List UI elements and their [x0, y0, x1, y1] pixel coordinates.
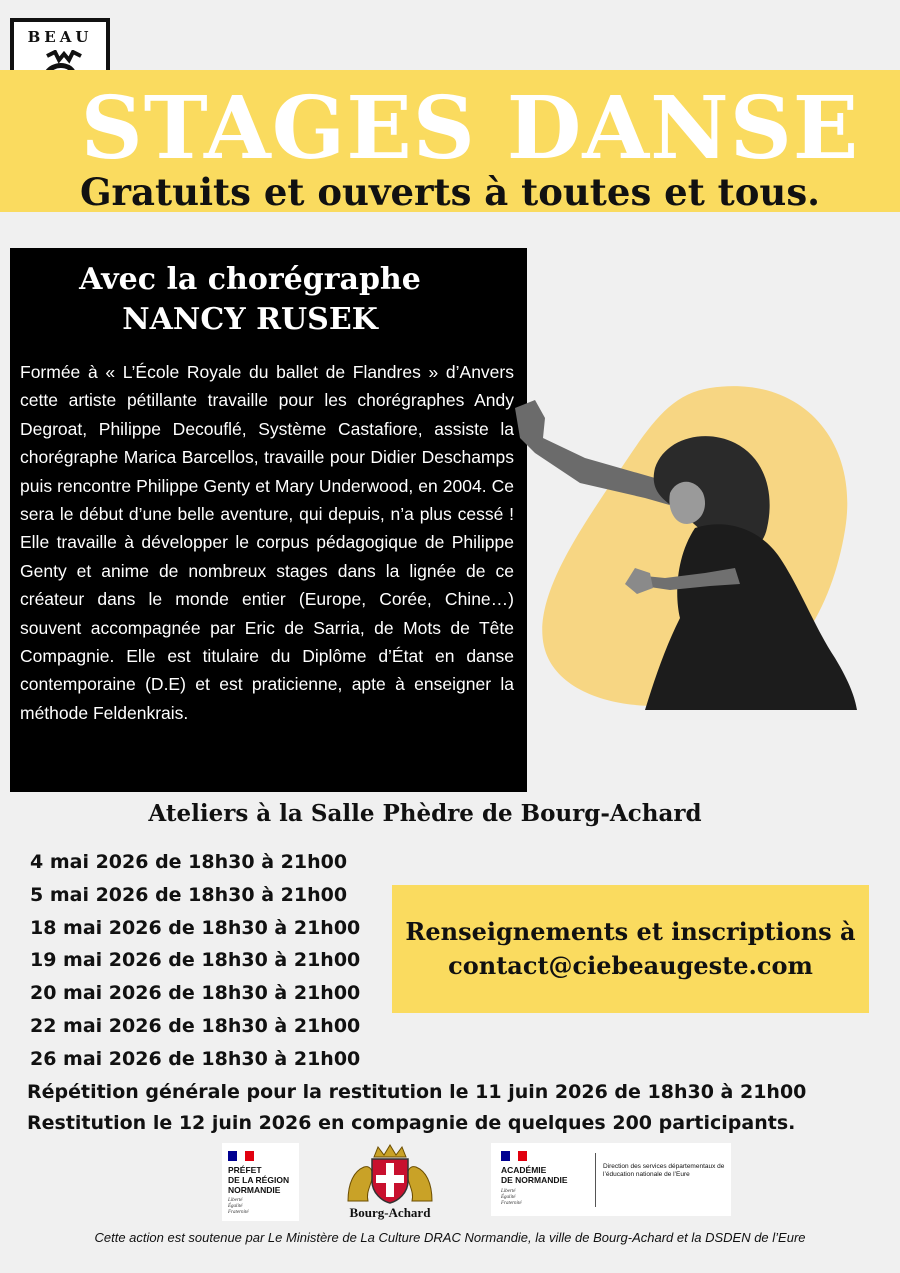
list-item: 20 mai 2026 de 18h30 à 21h00 — [30, 982, 361, 1005]
list-item: 5 mai 2026 de 18h30 à 21h00 — [30, 883, 348, 906]
academie-description: Direction des services départementaux de l’éducation nationale de l’Eure — [603, 1163, 725, 1178]
contact-box — [392, 885, 869, 1013]
prefet-motto1: Liberté — [228, 1198, 243, 1203]
restitution-line: Restitution le 12 juin 2026 en compagnie de quelques 200 participants. — [27, 1112, 796, 1134]
academie-divider — [595, 1153, 596, 1207]
prefet-motto3: Fraternité — [228, 1210, 249, 1215]
prefet-line2: DE LA RÉGION — [228, 1175, 290, 1185]
list-item: 19 mai 2026 de 18h30 à 21h00 — [30, 949, 361, 972]
prefet-motto2: Égalité — [228, 1204, 243, 1209]
french-flag-icon — [501, 1151, 527, 1161]
academie-logo — [491, 1143, 731, 1216]
bourg-achard-label: Bourg-Achard — [349, 1205, 431, 1220]
prefet-logo — [222, 1143, 299, 1221]
academie-line2: DE NORMANDIE — [501, 1175, 568, 1185]
list-item: 18 mai 2026 de 18h30 à 21h00 — [30, 916, 361, 939]
bio-heading-line1: Avec la chorégraphe — [79, 262, 421, 297]
bio-panel — [10, 248, 527, 792]
contact-label: Renseignements et inscriptions à — [405, 917, 856, 946]
dancer-photo-icon — [505, 398, 865, 710]
prefet-line3: NORMANDIE — [228, 1185, 281, 1195]
list-item: 22 mai 2026 de 18h30 à 21h00 — [30, 1014, 361, 1037]
academie-line1: ACADÉMIE — [501, 1165, 547, 1175]
contact-email[interactable]: contact@ciebeaugeste.com — [448, 951, 813, 980]
bio-text: Formée à « L’École Royale du ballet de Flandres » d’Anvers cette artiste pétillante travaille pour les chorégraphes Andy Degroat, Philippe Decouflé, Système Castafiore, assiste la chorégraphe Marica Barcellos, travaille pour Didier Deschamps puis rencontre Philippe Genty et Mary Underwood, en 2004. Ce sera le début d’une belle aventure, qui depuis, n’a plus cessé ! Elle travaille à développer le corpus pédagogique de Philippe Genty et anime de nombreux stages dans la lignée de ce créateur dans le monde entier (Europe, Corée, Chine…) souvent accompagnée par Eric de Sarria, de Mots de Tête Compagnie. Elle est titulaire du Diplôme d’État en danse contemporaine (D.E) et est praticienne, apte à enseigner la méthode Feldenkrais. — [20, 362, 514, 723]
bourg-achard-crest-icon — [344, 1143, 436, 1205]
logo-top-text: BEAU — [27, 28, 93, 46]
footer-note: Cette action est soutenue par Le Ministère de La Culture DRAC Normandie, la ville de Bourg-Achard et la DSDEN de l’Eure — [94, 1230, 806, 1245]
extra-dates — [27, 1077, 806, 1139]
dates-list — [30, 846, 360, 1076]
prefet-line1: PRÉFET — [228, 1165, 262, 1175]
list-item: 26 mai 2026 de 18h30 à 21h00 — [30, 1047, 361, 1070]
academie-motto2: Égalité — [501, 1195, 516, 1200]
academie-motto3: Fraternité — [501, 1201, 522, 1206]
repetition-line: Répétition générale pour la restitution le 11 juin 2026 de 18h30 à 21h00 — [27, 1081, 807, 1103]
bio-heading — [10, 260, 490, 340]
bio-heading-name: NANCY RUSEK — [122, 302, 378, 337]
academie-motto1: Liberté — [501, 1189, 516, 1194]
french-flag-icon — [228, 1151, 254, 1161]
page-subtitle: Gratuits et ouverts à toutes et tous. — [79, 170, 821, 214]
ateliers-title: Ateliers à la Salle Phèdre de Bourg-Achard — [148, 800, 702, 827]
list-item: 4 mai 2026 de 18h30 à 21h00 — [30, 851, 348, 873]
page-title: STAGES DANSE — [80, 78, 860, 179]
